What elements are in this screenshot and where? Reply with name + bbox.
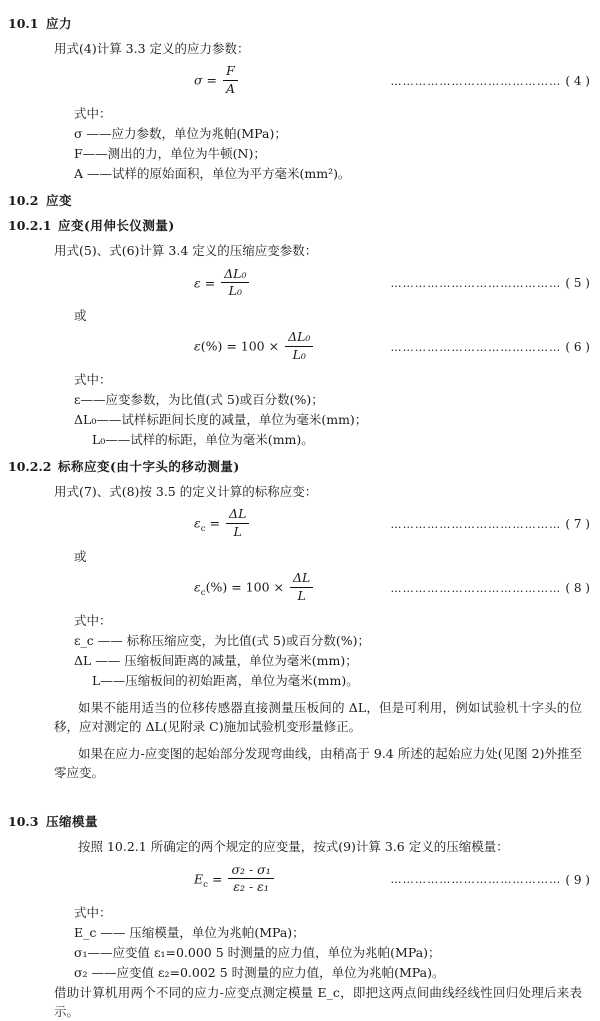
equation-row-8 bbox=[0, 572, 600, 604]
equation-6-formula: ε(%) = 100 × $\frac{\text{ΔL₀}}{\text{L₀}}$ bbox=[194, 331, 315, 363]
paragraph-10-2-2-note-1: 如果不能用适当的位移传感器直接测量压板间的 ΔL，但是可利用，例如试验机十字头的位移，应对测定的 ΔL(见附录 C)施加试验机变形量修正。 bbox=[0, 698, 600, 737]
where-label-10-2-2: 式中： bbox=[0, 611, 600, 631]
equation-number-4: ( 4 ) bbox=[565, 74, 590, 88]
section-number: 10.1 bbox=[0, 16, 46, 31]
equation-9-numerator: σ₂ - σ₁ bbox=[228, 863, 273, 879]
equation-row-5 bbox=[0, 268, 600, 300]
equation-row-4 bbox=[0, 65, 600, 97]
equation-9-denominator: ε₂ - ε₁ bbox=[228, 879, 273, 894]
alternative-label-10-2-2: 或 bbox=[0, 547, 600, 565]
leader-dots: …………………………………… bbox=[265, 277, 561, 290]
paragraph-10-3-note: 借助计算机用两个不同的应力-应变点测定模量 E_c，即把这两点间曲线经线性回归处理后来表示。 bbox=[0, 983, 600, 1021]
definition-delta-l: ΔL —— 压缩板间距离的减量，单位为毫米(mm)； bbox=[0, 651, 600, 671]
section-heading-10-1 bbox=[0, 14, 600, 32]
equation-8-formula: $\varepsilon_c(\%) = 100$ × $\frac{\Delta L}{L}$ bbox=[194, 572, 315, 604]
equation-9-formula: $E_c$ = $\frac{\text{σ₂ - σ₁}}{\text{ε₂ - ε₁}}$ bbox=[194, 864, 276, 896]
equation-row-9 bbox=[0, 864, 600, 896]
definition-sigma-2: σ₂ ——应变值 ε₂=0.002 5 时测量的应力值，单位为兆帕(MPa)。 bbox=[0, 963, 600, 983]
paragraph-10-1-intro: 用式(4)计算 3.3 定义的应力参数： bbox=[0, 39, 600, 58]
equation-4-denominator: A bbox=[223, 81, 238, 96]
where-label-10-3: 式中： bbox=[0, 903, 600, 923]
paragraph-10-2-1-intro: 用式(5)、式(6)计算 3.4 定义的压缩应变参数： bbox=[0, 241, 600, 260]
definition-l0: L₀——试样的标距，单位为毫米(mm)。 bbox=[0, 430, 600, 450]
equation-7-formula: $\varepsilon_c$ = $\frac{\Delta L}{L}$ bbox=[194, 508, 251, 540]
equation-number-9: ( 9 ) bbox=[565, 873, 590, 887]
section-heading-10-3 bbox=[0, 812, 600, 830]
paragraph-10-2-2-intro: 用式(7)、式(8)按 3.5 的定义计算的标称应变： bbox=[0, 482, 600, 501]
section-title: 标称应变(由十字头的移动测量) bbox=[58, 457, 240, 475]
definition-delta-l0: ΔL₀——试样标距间长度的减量，单位为毫米(mm)； bbox=[0, 410, 600, 430]
definition-f: F——测出的力，单位为牛顿(N)； bbox=[0, 144, 600, 164]
section-title: 应变(用伸长仪测量) bbox=[58, 216, 175, 234]
leader-dots: …………………………………… bbox=[265, 518, 561, 531]
equation-5-denominator: L₀ bbox=[221, 283, 249, 298]
section-title: 应变 bbox=[46, 191, 72, 209]
section-number: 10.2.1 bbox=[0, 218, 58, 233]
section-heading-10-2-1 bbox=[0, 216, 600, 234]
leader-dots: …………………………………… bbox=[329, 582, 561, 595]
section-heading-10-2-2 bbox=[0, 457, 600, 475]
equation-6-denominator: L₀ bbox=[285, 347, 313, 362]
definition-l: L——压缩板间的初始距离，单位为毫米(mm)。 bbox=[0, 671, 600, 691]
equation-7-denominator: L bbox=[226, 524, 249, 539]
definition-a: A ——试样的原始面积，单位为平方毫米(mm²)。 bbox=[0, 164, 600, 184]
paragraph-10-2-2-note-2: 如果在应力-应变图的起始部分发现弯曲线，由稍高于 9.4 所述的起始应力处(见图 2)外推至零应变。 bbox=[0, 744, 600, 783]
leader-dots: …………………………………… bbox=[290, 873, 562, 886]
definition-sigma-1: σ₁——应变值 ε₁=0.000 5 时测量的应力值，单位为兆帕(MPa)； bbox=[0, 943, 600, 963]
equation-5-numerator: ΔL₀ bbox=[221, 267, 249, 283]
paragraph-10-3-intro: 按照 10.2.1 所确定的两个规定的应变量，按式(9)计算 3.6 定义的压缩模量： bbox=[0, 837, 600, 856]
equation-number-7: ( 7 ) bbox=[565, 517, 590, 531]
equation-number-8: ( 8 ) bbox=[565, 581, 590, 595]
equation-4-numerator: F bbox=[223, 64, 238, 80]
equation-row-6 bbox=[0, 331, 600, 363]
equation-row-7 bbox=[0, 508, 600, 540]
equation-7-numerator: ΔL bbox=[226, 507, 249, 523]
section-title: 压缩模量 bbox=[46, 812, 98, 830]
leader-dots: …………………………………… bbox=[329, 341, 561, 354]
section-number: 10.3 bbox=[0, 814, 46, 829]
definition-epsilon: ε——应变参数，为比值(式 5)或百分数(%)； bbox=[0, 390, 600, 410]
section-number: 10.2 bbox=[0, 193, 46, 208]
equation-5-formula: ε = $\frac{\text{ΔL₀}}{\text{L₀}}$ bbox=[194, 268, 251, 300]
equation-4-formula: σ = $\frac{F}{A}$ bbox=[194, 65, 240, 97]
definition-ec: E_c —— 压缩模量，单位为兆帕(MPa)； bbox=[0, 923, 600, 943]
section-number: 10.2.2 bbox=[0, 459, 58, 474]
equation-number-6: ( 6 ) bbox=[565, 340, 590, 354]
alternative-label-10-2-1: 或 bbox=[0, 306, 600, 324]
equation-8-numerator: ΔL bbox=[290, 571, 313, 587]
section-title: 应力 bbox=[46, 14, 72, 32]
section-heading-10-2 bbox=[0, 191, 600, 209]
equation-8-denominator: L bbox=[290, 588, 313, 603]
where-label-10-1: 式中： bbox=[0, 104, 600, 124]
equation-number-5: ( 5 ) bbox=[565, 276, 590, 290]
definition-sigma: σ ——应力参数，单位为兆帕(MPa)； bbox=[0, 124, 600, 144]
definition-epsilon-c: ε_c —— 标称压缩应变，为比值(式 5)或百分数(%)； bbox=[0, 631, 600, 651]
leader-dots: …………………………………… bbox=[254, 75, 561, 88]
where-label-10-2-1: 式中： bbox=[0, 370, 600, 390]
equation-6-numerator: ΔL₀ bbox=[285, 330, 313, 346]
